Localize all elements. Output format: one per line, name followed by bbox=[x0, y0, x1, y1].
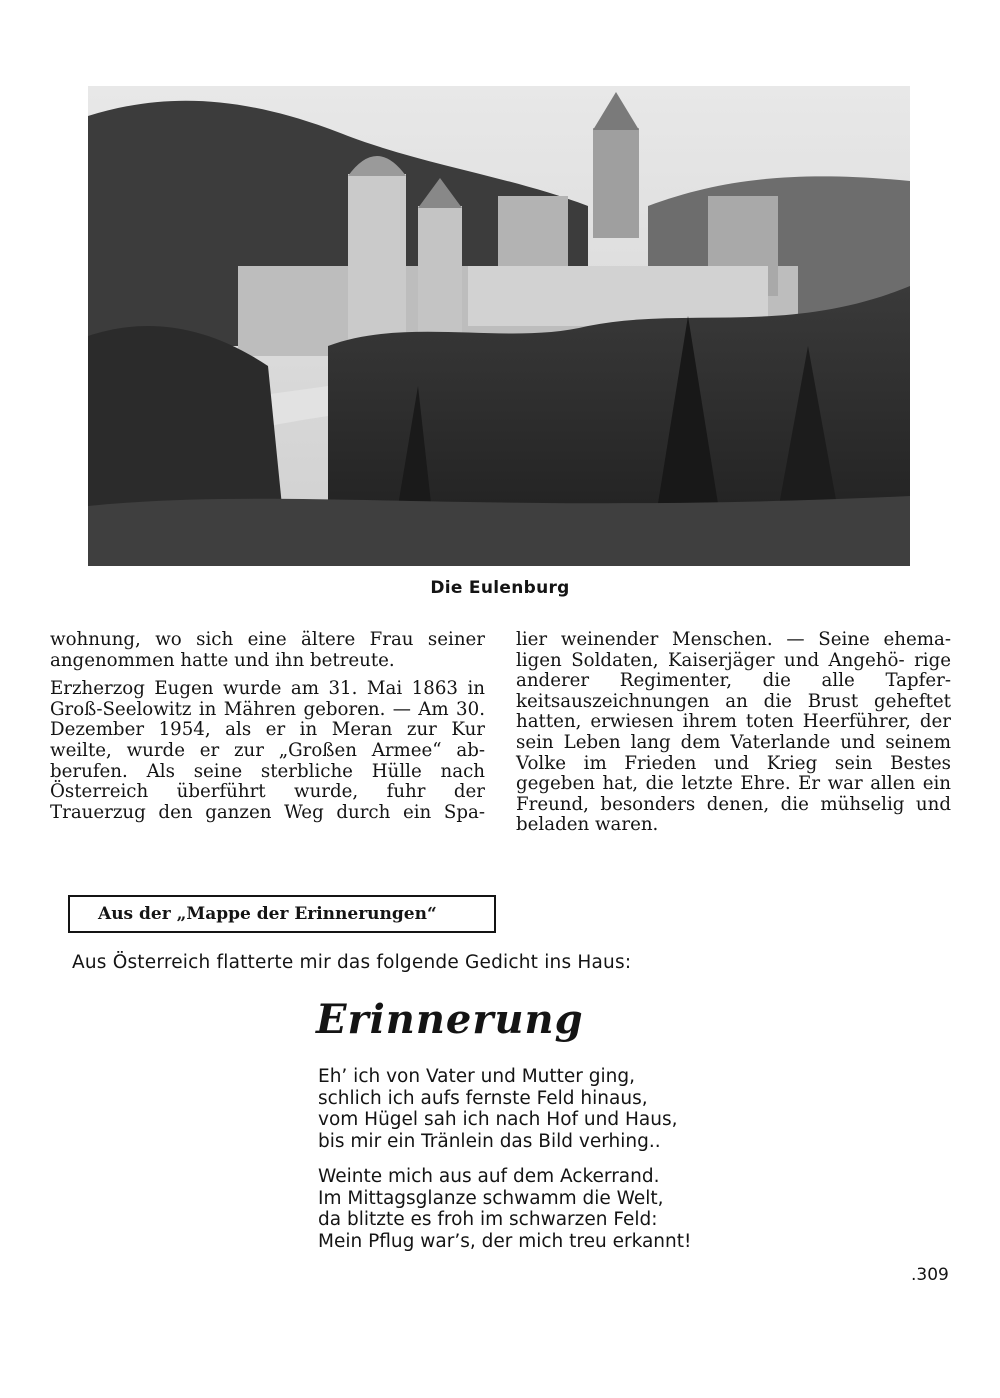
text-line: rige anderer Regimenter, die alle Tapfer- bbox=[516, 649, 951, 692]
paragraph-3 bbox=[516, 630, 951, 836]
text-line: keitsauszeichnungen an die Brust geheftet bbox=[516, 690, 951, 712]
poem-line: bis mir ein Tränlein das Bild verhing.. bbox=[318, 1130, 661, 1152]
castle-photo-drawing bbox=[88, 86, 910, 566]
text-line: seinem Volke im Frieden und Krieg sein bbox=[516, 731, 951, 774]
poem-line: Mein Pflug war’s, der mich treu erkannt! bbox=[318, 1230, 692, 1252]
text-line: Trauerzug den ganzen Weg durch ein Spa- bbox=[50, 801, 485, 823]
text-line: Erzherzog Eugen wurde am 31. Mai 1863 in bbox=[50, 678, 485, 700]
right-column bbox=[516, 630, 951, 844]
text-line: angenommen hatte und ihn betreute. bbox=[50, 649, 395, 671]
section-heading: Aus der „Mappe der Erinnerungen“ bbox=[98, 904, 437, 924]
text-line: wohnung, wo sich eine ältere Frau seiner bbox=[50, 629, 485, 650]
poem-line: Weinte mich aus auf dem Ackerrand. bbox=[318, 1166, 660, 1187]
poem-title: Erinnerung bbox=[316, 996, 584, 1043]
page-number: .309 bbox=[911, 1265, 949, 1285]
intro-line: Aus Österreich flatterte mir das folgende Gedicht ins Haus: bbox=[72, 952, 632, 973]
poem-line: schlich ich aufs fernste Feld hinaus, bbox=[318, 1087, 648, 1109]
text-line: Österreich überführt wurde, fuhr der bbox=[50, 781, 485, 803]
text-line: ligen Soldaten, Kaiserjäger und Angehö- bbox=[516, 649, 905, 671]
left-column bbox=[50, 630, 485, 831]
text-line: Bestes gegeben hat, die letzte Ehre. Er war bbox=[516, 752, 951, 795]
poem-stanza-1 bbox=[318, 1066, 758, 1152]
paragraph-2 bbox=[50, 679, 485, 823]
paragraph-1 bbox=[50, 630, 485, 671]
text-line: mühselig und beladen waren. bbox=[516, 793, 951, 836]
poem-stanza-2 bbox=[318, 1166, 758, 1252]
text-line: der sein Leben lang dem Vaterlande und bbox=[516, 711, 951, 753]
poem-line: Im Mittagsglanze schwamm die Welt, bbox=[318, 1187, 664, 1209]
poem-line: da blitzte es froh im schwarzen Feld: bbox=[318, 1209, 658, 1230]
text-line: Groß-Seelowitz in Mähren geboren. — Am bbox=[50, 698, 449, 720]
photo-caption: Die Eulenburg bbox=[430, 578, 570, 598]
text-line: berufen. Als seine sterbliche Hülle nach bbox=[50, 760, 485, 782]
section-heading-box bbox=[68, 895, 496, 933]
text-line: weilte, wurde er zur „Großen Armee“ ab- bbox=[50, 739, 485, 761]
text-line: lier weinender Menschen. — Seine ehema- bbox=[516, 629, 951, 650]
poem-line: vom Hügel sah ich nach Hof und Haus, bbox=[318, 1109, 678, 1130]
text-line: allen ein Freund, besonders denen, die bbox=[516, 773, 951, 815]
castle-photo bbox=[88, 86, 910, 566]
poem-line: Eh’ ich von Vater und Mutter ging, bbox=[318, 1066, 636, 1087]
text-line: 30. Dezember 1954, als er in Meran zur Kur bbox=[50, 698, 485, 741]
text-line: hatten, erwiesen ihrem toten Heerführer, bbox=[516, 711, 911, 733]
